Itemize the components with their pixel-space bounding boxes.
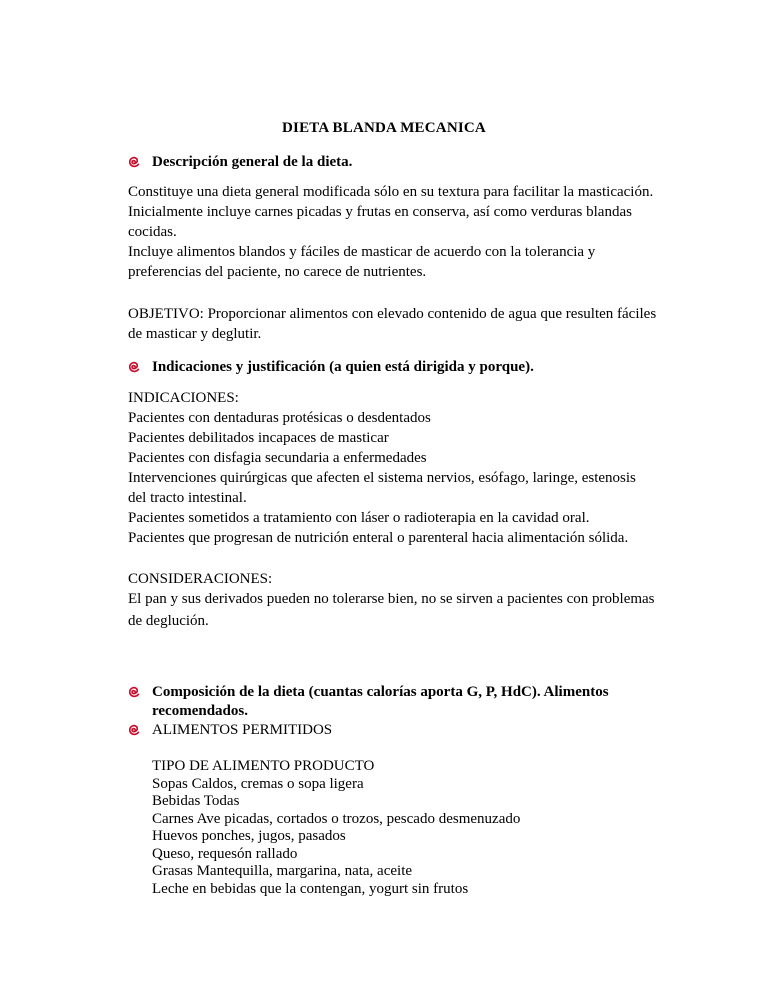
section-heading-text [152,683,658,721]
section-heading-indicaciones [128,358,658,377]
text-line: Constituye una dieta general modificada sólo en su textura para facilitar la masticación. [128,184,654,200]
text-line: OBJETIVO: Proporcionar alimentos con elevado contenido de agua que resulten fáciles [128,306,657,322]
list-item: Leche en bebidas que la contengan, yogurt sin frutos [152,880,469,897]
section-heading-descripcion [128,153,658,172]
text-line: Pacientes con disfagia secundaria a enfermedades [128,450,427,466]
indicaciones-paragraph [128,388,668,548]
text-line: de deglución. [128,613,209,629]
alimentos-list [152,758,652,898]
swirl-bullet-icon [128,686,140,698]
list-item: Bebidas Todas [152,793,240,809]
list-item: Huevos ponches, jugos, pasados [152,828,346,844]
text-line: El pan y sus derivados pueden no tolerarse bien, no se sirven a pacientes con problemas [128,591,655,607]
text-line: INDICACIONES: [128,390,239,406]
list-item: Sopas Caldos, cremas o sopa ligera [152,775,364,792]
text-line: cocidas. [128,224,177,240]
objetivo-paragraph [128,304,668,344]
heading-line: recomendados. [152,703,248,719]
consideraciones-paragraph [128,569,668,631]
text-line: Incluye alimentos blandos y fáciles de masticar de acuerdo con la tolerancia y [128,244,596,260]
subheading-text: ALIMENTOS PERMITIDOS [152,722,333,738]
list-item: TIPO DE ALIMENTO PRODUCTO [152,758,375,774]
text-line: Pacientes sometidos a tratamiento con láser o radioterapia en la cavidad oral. [128,510,590,526]
section-heading-composicion [128,683,658,721]
document-title: DIETA BLANDA MECANICA [282,120,486,136]
text-line: Inicialmente incluye carnes picadas y frutas en conserva, así como verduras blandas [128,204,632,220]
swirl-bullet-icon [128,361,140,373]
section-heading-text: Descripción general de la dieta. [152,154,353,170]
text-line: preferencias del paciente, no carece de nutrientes. [128,264,427,280]
text-line: Pacientes debilitados incapaces de masticar [128,430,389,446]
subheading-alimentos-permitidos [128,721,658,740]
list-item: Grasas Mantequilla, margarina, nata, aceite [152,863,413,879]
list-item: Queso, requesón rallado [152,845,298,862]
description-paragraph [128,182,668,282]
text-line: Pacientes que progresan de nutrición enteral o parenteral hacia alimentación sólida. [128,530,629,546]
text-line: CONSIDERACIONES: [128,571,273,587]
text-line: Intervenciones quirúrgicas que afecten el sistema nervios, esófago, laringe, estenosis [128,470,636,486]
heading-line: Composición de la dieta (cuantas calorías aporta G, P, HdC). Alimentos [152,684,609,700]
text-line: Pacientes con dentaduras protésicas o desdentados [128,410,431,426]
text-line: del tracto intestinal. [128,490,247,506]
text-line: de masticar y deglutir. [128,326,262,342]
swirl-bullet-icon [128,156,140,168]
list-item: Carnes Ave picadas, cortados o trozos, pescado desmenuzado [152,810,521,827]
swirl-bullet-icon [128,724,140,736]
section-heading-text: Indicaciones y justificación (a quien está dirigida y porque). [152,359,534,375]
